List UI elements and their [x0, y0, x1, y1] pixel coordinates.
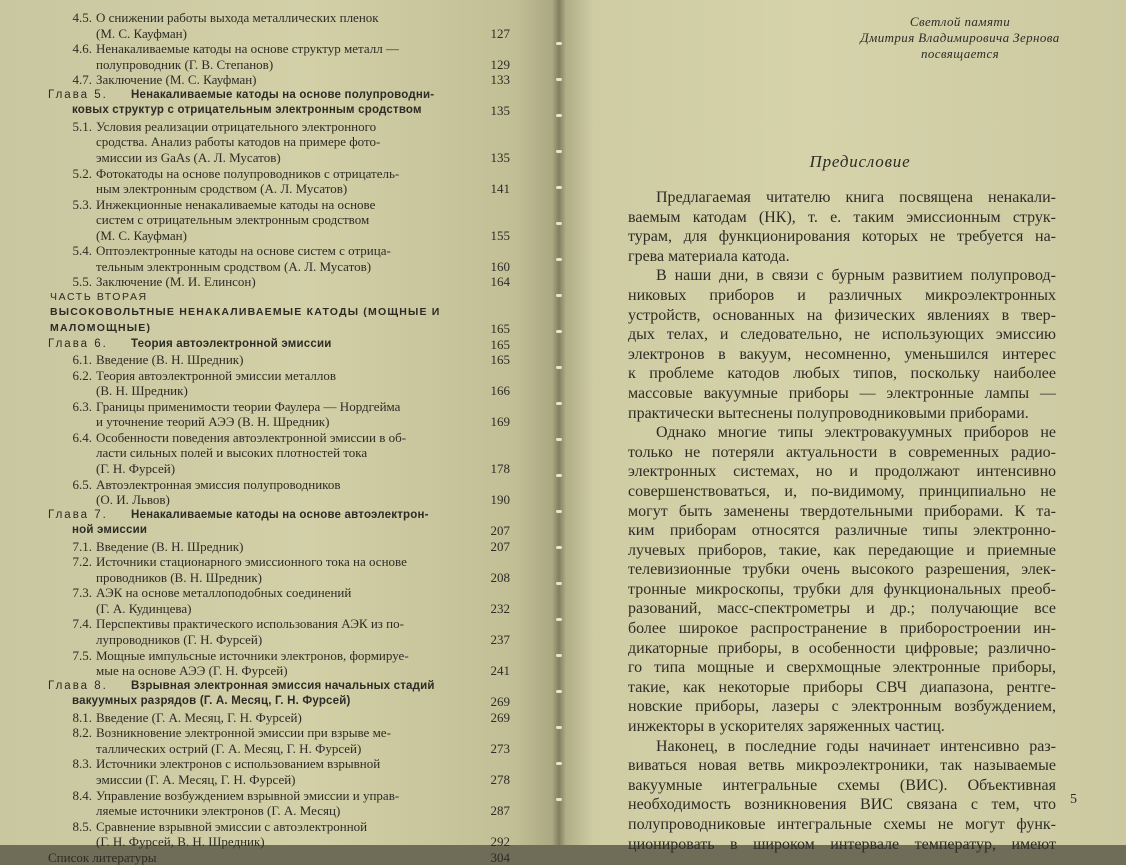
toc-entry-text: Оптоэлектронные катоды на основе систем с отрица-: [96, 243, 391, 259]
preface-line: лучевых приборов, такие, как передающие и приемные: [628, 541, 1056, 559]
toc-page-number: 292: [490, 834, 510, 850]
toc-entry-text: ласти сильных полей и высоких плотностей тока: [96, 445, 368, 461]
toc-page-number: 164: [490, 274, 510, 290]
preface-line: го типа мощные и сверхмощные электронные приборы,: [628, 659, 1056, 677]
toc-entry-text: (В. Н. Шредник): [96, 383, 188, 399]
toc-entry-text: сродства. Анализ работы катодов на примере фото-: [96, 134, 381, 150]
toc-entry-number: 8.1.: [72, 709, 92, 725]
toc-page-number: 135: [490, 103, 510, 119]
preface-line: Однако многие типы электровакуумных приборов не: [656, 424, 1056, 442]
page-number: 5: [1070, 792, 1077, 807]
toc-page-number: 273: [490, 740, 510, 756]
preface-line: массовые вакуумные приборы — электронные лампы —: [628, 384, 1056, 402]
preface-line: ким приборам относятся различные типы электронно-: [628, 522, 1056, 540]
preface-line: тронные микроскопы, трубки для функциональных преоб-: [628, 580, 1056, 598]
preface-line: устройств, основанных на физических явлениях в твер-: [628, 306, 1056, 324]
toc-page-number: 241: [490, 663, 510, 679]
toc-entry-number: 6.1.: [72, 352, 92, 368]
toc-entry-number: 4.6.: [72, 41, 92, 57]
toc-entry-number: 7.2.: [72, 554, 92, 570]
toc-entry-text: МАЛОМОЩНЫЕ): [50, 322, 152, 334]
preface-line: Предлагаемая читателю книга посвящена ненакали-: [656, 189, 1056, 206]
toc-page-number: 269: [490, 694, 510, 710]
toc-entry-text: Список литературы: [48, 849, 157, 865]
toc-entry-number: 8.2.: [72, 725, 92, 741]
toc-entry-text: систем с отрицательным электронным сродством: [96, 212, 370, 228]
preface-line: полупроводниковые интегральные схемы не могут функ-: [628, 816, 1056, 833]
dedication-line: Дмитрия Владимировича Зернова: [860, 30, 1060, 45]
toc-page-number: 304: [490, 849, 510, 865]
preface-line: новские приборы, лазеры с электронным возбуждением,: [628, 698, 1056, 716]
toc-page-number: 237: [490, 632, 510, 647]
toc-entry-number: 8.3.: [72, 756, 92, 772]
toc-entry-number: 7.4.: [72, 616, 92, 632]
toc-entry-text: таллических острий (Г. А. Месяц, Г. Н. Фурсей): [96, 740, 362, 756]
toc-entry-text: Перспективы практического использования АЭК из по-: [96, 616, 404, 632]
toc-page-number: 178: [490, 460, 510, 476]
toc-entry-number: 5.5.: [72, 274, 92, 290]
toc-entry-text: (О. И. Львов): [96, 492, 170, 508]
toc-page-number: 169: [490, 414, 510, 430]
toc-entry-text: полупроводник (Г. В. Степанов): [96, 56, 274, 72]
toc-entry-text: ным электронным сродством (А. Л. Мусатов): [96, 181, 348, 197]
toc-chapter-label: Глава 8.: [48, 679, 108, 692]
toc-entry-text: мые на основе АЭЭ (Г. Н. Фурсей): [96, 663, 288, 679]
toc-entry-text: Инжекционные ненакаливаемые катоды на основе: [96, 196, 376, 212]
toc-entry-text: Условия реализации отрицательного электронного: [96, 118, 377, 134]
preface-line: турам, для функционирования которых не требуется на-: [628, 228, 1056, 246]
preface-line: Наконец, в последние годы начинает интенсивно раз-: [656, 737, 1056, 755]
preface-line: вакуумные интегральные схемы (ВИС). Объективная: [628, 776, 1056, 794]
toc-entry-number: 7.5.: [72, 647, 92, 663]
preface-line: к проблеме катодов любых типов, поскольку наиболее: [628, 365, 1056, 383]
toc-page-number: 278: [490, 771, 510, 787]
preface-body: [628, 188, 1056, 854]
toc-entry-text: (М. С. Кауфман): [96, 227, 187, 243]
toc-entry-number: 6.5.: [72, 476, 92, 492]
toc-page-number: 208: [490, 569, 510, 585]
toc-entry-text: Источники стационарного эмиссионного тока на основе: [96, 554, 407, 570]
toc-entry-text: тельным электронным сродством (А. Л. Мусатов): [96, 258, 372, 274]
toc-entry-text: Границы применимости теории Фаулера — Нордгейма: [96, 398, 401, 414]
preface-line: более широкое распространение в приборостроении ин-: [628, 620, 1056, 638]
toc-page-number: 166: [490, 383, 510, 399]
toc-entry-text: вакуумных разрядов (Г. А. Месяц, Г. Н. Фурсей): [72, 695, 351, 708]
preface-title: Предисловие: [809, 152, 911, 171]
toc-entry-number: 5.4.: [72, 243, 92, 259]
toc-page-number: 207: [490, 523, 510, 539]
preface-line: разований, масс-спектрометры и др.; получающие все: [628, 600, 1056, 618]
toc-page-number: 165: [490, 336, 510, 352]
toc-page-number: 207: [490, 538, 510, 554]
toc-entry-text: АЭК на основе металлоподобных соединений: [96, 585, 352, 601]
preface-line: дикаторные приборы, в особенности цифровые; различно-: [628, 639, 1056, 657]
toc-chapter-label: Глава 7.: [48, 508, 108, 521]
toc-page-number: 269: [490, 709, 510, 725]
toc-entry-text: и уточнение теорий АЭЭ (В. Н. Шредник): [96, 414, 330, 430]
toc-entry-text: Введение (В. Н. Шредник): [96, 352, 244, 368]
preface-line: инжекторы в ускорителях заряженных частиц.: [628, 718, 945, 736]
preface-line: ваемым катодам (НК), т. е. таким эмиссионным струк-: [628, 208, 1056, 226]
toc-entry-text: Автоэлектронная эмиссия полупроводников: [96, 476, 341, 492]
toc-entry-text: проводников (В. Н. Шредник): [96, 569, 262, 585]
toc-page-number: 127: [490, 25, 510, 41]
toc-entry-text: Мощные импульсные источники электронов, формируе-: [96, 647, 409, 663]
toc-entry-number: 7.1.: [72, 538, 92, 554]
toc-entry-text: ЧАСТЬ ВТОРАЯ: [50, 290, 148, 303]
toc-entry-text: (Г. Н. Фурсей, В. Н. Шредник): [96, 834, 265, 850]
toc-entry-text: Взрывная электронная эмиссия начальных стадий: [131, 679, 435, 692]
toc-chapter-label: Глава 5.: [48, 88, 108, 101]
toc-entry-text: Заключение (М. С. Кауфман): [96, 72, 257, 88]
toc-entry-number: 5.2.: [72, 165, 92, 181]
preface-line: практически вытеснены полупроводниковыми приборами.: [628, 404, 1029, 422]
toc-entry-text: Сравнение взрывной эмиссии с автоэлектронной: [96, 818, 368, 834]
toc-entry-text: ВЫСОКОВОЛЬТНЫЕ НЕНАКАЛИВАЕМЫЕ КАТОДЫ (МОЩНЫЕ И: [50, 306, 441, 319]
toc-entry-text: эмиссии (Г. А. Месяц, Г. Н. Фурсей): [96, 771, 296, 787]
table-of-contents: [0, 0, 560, 865]
preface-line: ционировать в широком интервале температур, имеют: [628, 835, 1056, 853]
toc-entry-number: 5.1.: [72, 118, 92, 134]
toc-entry-text: (Г. А. Кудинцева): [96, 600, 192, 616]
toc-entry-text: ляемые источники электронов (Г. А. Месяц): [96, 803, 341, 819]
dedication: [850, 14, 1070, 62]
toc-page-number: 135: [490, 149, 510, 165]
toc-entry-text: Ненакаливаемые катоды на основе автоэлектрон-: [131, 508, 429, 521]
toc-page-number: 141: [490, 181, 510, 197]
toc-page-number: 165: [490, 321, 510, 336]
toc-entry-number: 6.4.: [72, 429, 92, 445]
toc-entry-text: лупроводников (Г. Н. Фурсей): [96, 632, 263, 647]
toc-entry-text: Источники электронов с использованием взрывной: [96, 756, 381, 772]
preface-line: грева материала катода.: [628, 247, 790, 265]
preface-line: В наши дни, в связи с бурным развитием полупровод-: [656, 267, 1056, 285]
toc-entry-number: 8.5.: [72, 818, 92, 834]
toc-entry-number: 6.3.: [72, 398, 92, 414]
toc-entry-text: Теория автоэлектронной эмиссии металлов: [96, 367, 337, 383]
toc-entry-text: эмиссии из GaAs (А. Л. Мусатов): [96, 149, 281, 165]
toc-page-number: 232: [490, 600, 510, 616]
toc-entry-text: Возникновение электронной эмиссии при взрыве ме-: [96, 725, 391, 741]
preface-line: необходимость возникновения ВИС связана с тем, что: [628, 796, 1056, 814]
toc-entry-text: Заключение (М. И. Елинсон): [96, 274, 256, 290]
toc-page-number: 165: [490, 352, 510, 368]
preface-line: дых телах, и следовательно, не использующих эмиссию: [628, 326, 1056, 344]
toc-page-number: 287: [490, 803, 510, 819]
toc-entry-text: ной эмиссии: [72, 524, 148, 537]
toc-entry-text: (Г. Н. Фурсей): [96, 460, 176, 476]
preface-line: телевизионные трубки очень высокого разрешения, элек-: [628, 561, 1056, 579]
preface-line: только не потеряли актуальности в современных радио-: [628, 443, 1056, 461]
preface-line: виваться новая ветвь микроэлектроники, так называемые: [628, 757, 1056, 775]
dedication-line: Светлой памяти: [909, 14, 1011, 29]
preface-line: могут быть заменены твердотельными приборами. К та-: [628, 502, 1056, 520]
toc-page-number: 129: [490, 56, 510, 72]
preface-line: электронов в вакуум, несомненно, уменьшился интерес: [628, 345, 1056, 363]
toc-entry-text: Ненакаливаемые катоды на основе полупроводни-: [131, 88, 435, 101]
toc-entry-text: ковых структур с отрицательным электронным сродством: [72, 104, 422, 117]
toc-entry-text: Ненакаливаемые катоды на основе структур металл —: [96, 41, 400, 57]
toc-entry-text: Фотокатоды на основе полупроводников с отрицатель-: [96, 165, 400, 181]
toc-page-number: 133: [490, 72, 510, 88]
toc-entry-text: Теория автоэлектронной эмиссии: [131, 337, 332, 350]
toc-entry-number: 8.4.: [72, 787, 92, 803]
preface-line: совершенствоваться, и, по-видимому, принципиально не: [628, 482, 1056, 500]
toc-entry-number: 4.5.: [72, 10, 92, 25]
toc-entry-text: Введение (В. Н. Шредник): [96, 538, 244, 554]
preface-line: никовых приборов и различных микроэлектронных: [628, 286, 1056, 304]
toc-chapter-label: Глава 6.: [48, 337, 108, 350]
toc-entry-number: 4.7.: [72, 72, 92, 88]
toc-entry-text: Особенности поведения автоэлектронной эмиссии в об-: [96, 429, 407, 445]
toc-page-number: 160: [490, 258, 510, 274]
toc-page-number: 190: [490, 492, 510, 508]
dedication-line: посвящается: [920, 46, 1000, 61]
toc-entry-text: (М. С. Кауфман): [96, 25, 187, 41]
toc-page-number: 155: [490, 227, 510, 243]
toc-entry-text: Управление возбуждением взрывной эмиссии и управ-: [96, 787, 400, 803]
toc-entry-text: Введение (Г. А. Месяц, Г. Н. Фурсей): [96, 709, 302, 725]
preface-line: электронных системах, но и продолжают интенсивно: [628, 463, 1056, 481]
toc-entry-number: 6.2.: [72, 367, 92, 383]
toc-entry-number: 7.3.: [72, 585, 92, 601]
toc-entry-number: 5.3.: [72, 196, 92, 212]
preface-line: такие, как некоторые приборы СВЧ диапазона, рентге-: [628, 678, 1056, 696]
toc-entry-text: О снижении работы выхода металлических пленок: [96, 10, 379, 25]
